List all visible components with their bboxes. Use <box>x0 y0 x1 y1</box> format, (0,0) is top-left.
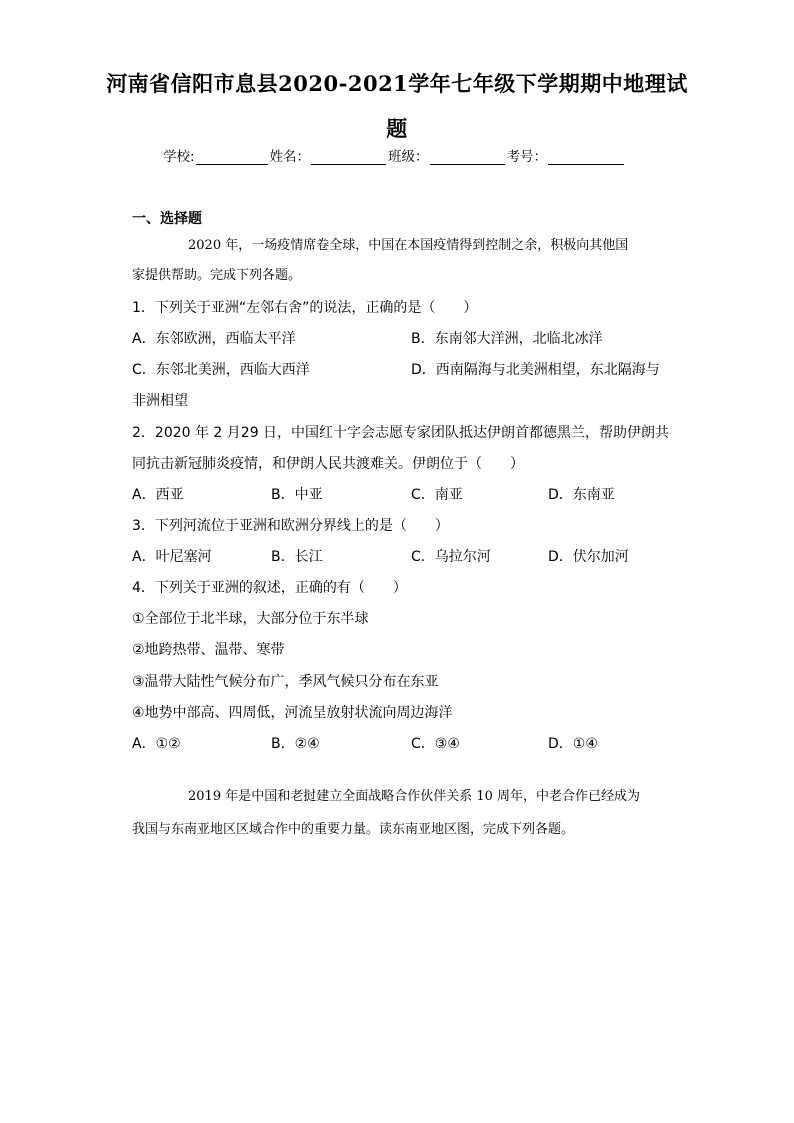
class-label: 班级： <box>388 149 429 165</box>
question-4-option-c[interactable]: C．③④ <box>411 736 460 752</box>
question-1-option-d[interactable]: D．西南隔海与北美洲相望，东北隔海与 <box>411 362 660 378</box>
school-label: 学校: <box>163 149 195 165</box>
question-3-option-a[interactable]: A．叶尼塞河 <box>132 549 212 565</box>
question-1-option-d-cont: 非洲相望 <box>132 393 188 409</box>
question-1-option-a[interactable]: A．东邻欧洲，西临太平洋 <box>132 331 296 347</box>
section-heading: 一、选择题 <box>132 211 202 227</box>
intro-text-1-cont: 家提供帮助。完成下列各题。 <box>132 268 302 283</box>
question-4-statement-1: ①全部位于北半球，大部分位于东半球 <box>132 611 369 627</box>
student-info-row <box>163 145 626 165</box>
exam-no-label: 考号： <box>506 149 548 165</box>
question-2-stem-cont: 同抗击新冠肺炎疫情，和伊朗人民共渡难关。伊朗位于（ ） <box>132 456 524 472</box>
intro-text-2-cont: 我国与东南亚地区区域合作中的重要力量。读东南亚地区图，完成下列各题。 <box>132 822 575 837</box>
intro-text-2: 2019 年是中国和老挝建立全面战略合作伙伴关系 10 周年，中老合作已经成为 <box>188 789 641 804</box>
question-3-option-d[interactable]: D．伏尔加河 <box>548 549 629 565</box>
class-blank[interactable] <box>430 150 505 165</box>
exam-no-blank[interactable] <box>548 150 624 165</box>
question-2-option-b[interactable]: B．中亚 <box>271 487 323 503</box>
question-1-stem: 1．下列关于亚洲“左邻右舍”的说法，正确的是（ ） <box>132 300 478 316</box>
question-1-option-c[interactable]: C．东邻北美洲，西临大西洋 <box>132 362 310 378</box>
question-4-stem: 4．下列关于亚洲的叙述，正确的有（ ） <box>132 580 407 596</box>
question-2-option-c[interactable]: C．南亚 <box>411 487 463 503</box>
question-2-stem: 2．2020 年 2 月29 日，中国红十字会志愿专家团队抵达伊朗首都德黑兰，帮助伊朗共 <box>132 425 670 441</box>
question-4-option-d[interactable]: D．①④ <box>548 736 598 752</box>
school-blank[interactable] <box>196 150 268 165</box>
question-3-option-c[interactable]: C．乌拉尔河 <box>411 549 491 565</box>
question-2-option-a[interactable]: A．西亚 <box>132 487 184 503</box>
question-4-statement-3: ③温带大陆性气候分布广，季风气候只分布在东亚 <box>132 674 439 690</box>
question-4-statement-4: ④地势中部高、四周低，河流呈放射状流向周边海洋 <box>132 705 453 721</box>
question-3-stem: 3．下列河流位于亚洲和欧洲分界线上的是（ ） <box>132 518 449 534</box>
page-title-continued: 题 <box>386 116 408 141</box>
question-4-statement-2: ②地跨热带、温带、寒带 <box>132 642 285 658</box>
question-4-option-a[interactable]: A．①② <box>132 736 181 752</box>
page-title: 河南省信阳市息县2020-2021学年七年级下学期期中地理试 <box>106 71 688 96</box>
name-label: 姓名： <box>269 149 311 165</box>
question-1-option-b[interactable]: B．东南邻大洋洲，北临北冰洋 <box>411 331 603 347</box>
question-2-option-d[interactable]: D．东南亚 <box>548 487 615 503</box>
intro-text-1: 2020 年，一场疫情席卷全球，中国在本国疫情得到控制之余，积极向其他国 <box>188 238 629 253</box>
question-4-option-b[interactable]: B．②④ <box>271 736 320 752</box>
name-blank[interactable] <box>311 150 386 165</box>
question-3-option-b[interactable]: B．长江 <box>271 549 323 565</box>
